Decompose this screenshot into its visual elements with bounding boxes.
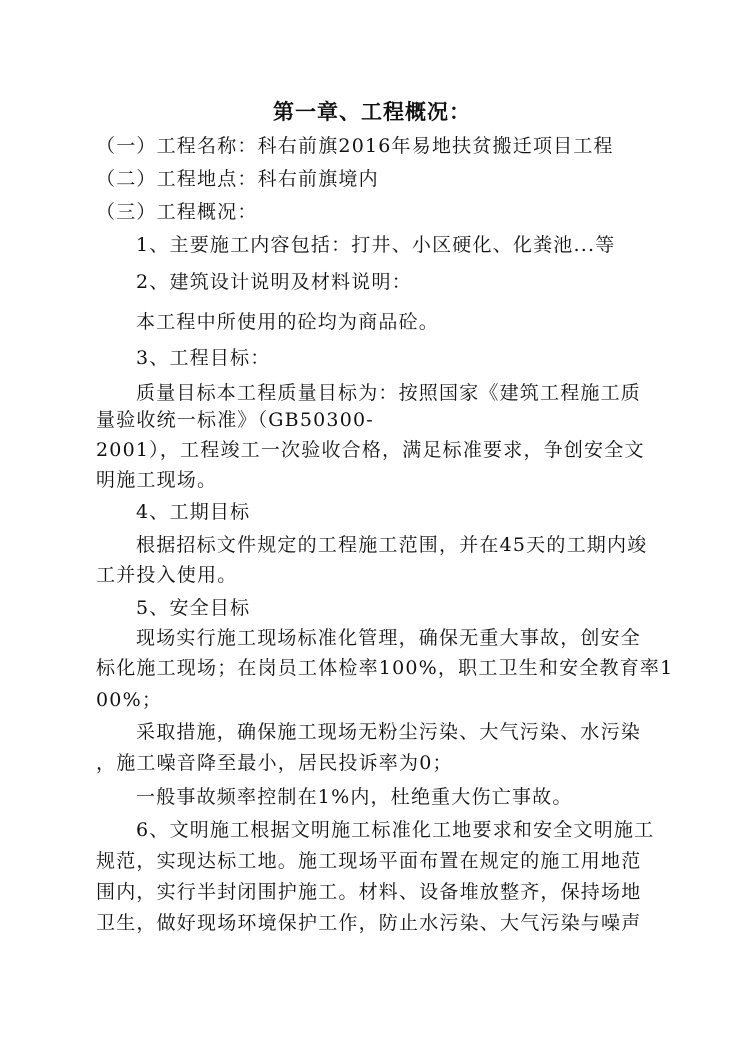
line-project-location: （二）工程地点：科右前旗境内: [96, 168, 379, 190]
line-goal-heading: 3、工程目标：: [136, 347, 271, 369]
line-quality-2: 量验收统一标准》（GB50300-: [96, 409, 374, 431]
line-main-content: 1、主要施工内容包括：打井、小区硬化、化粪池...等: [136, 234, 616, 256]
line-civil-3: 围内，实行半封闭围护施工。材料、设备堆放整齐，保持场地: [96, 881, 642, 903]
line-accident: 一般事故频率控制在1%内，杜绝重大伤亡事故。: [136, 786, 573, 808]
line-project-overview: （三）工程概况：: [96, 201, 258, 223]
line-civil-2: 规范，实现达标工地。施工现场平面布置在规定的施工用地范: [96, 850, 642, 872]
line-schedule-heading: 4、工期目标: [136, 501, 251, 523]
line-quality-3: 2001），工程竣工一次验收合格，满足标准要求，争创安全文: [96, 439, 645, 461]
line-quality-4: 明施工现场。: [96, 469, 218, 491]
line-measures-1: 采取措施，确保施工现场无粉尘污染、大气污染、水污染: [136, 721, 642, 743]
line-safety-3: 00%；: [96, 689, 163, 711]
line-measures-2: ，施工噪音降至最小，居民投诉率为0；: [96, 752, 453, 774]
line-project-name: （一）工程名称：科右前旗2016年易地扶贫搬迁项目工程: [96, 135, 614, 157]
line-civil-4: 卫生，做好现场环境保护工作，防止水污染、大气污染与噪声: [96, 912, 642, 934]
line-schedule-1: 根据招标文件规定的工程施工范围，并在45天的工期内竣: [136, 534, 648, 556]
line-quality-1: 质量目标本工程质量目标为：按照国家《建筑工程施工质: [136, 382, 642, 404]
line-schedule-2: 工并投入使用。: [96, 564, 238, 586]
chapter-title: 第一章、工程概况：: [273, 99, 471, 124]
line-civil-1: 6、文明施工根据文明施工标准化工地要求和安全文明施工: [136, 819, 655, 841]
line-safety-1: 现场实行施工现场标准化管理，确保无重大事故，创安全: [136, 627, 642, 649]
line-design-heading: 2、建筑设计说明及材料说明：: [136, 271, 412, 293]
line-safety-2: 标化施工现场；在岗员工体检率100%，职工卫生和安全教育率1: [96, 657, 674, 679]
line-safety-heading: 5、安全目标: [136, 597, 251, 619]
line-concrete: 本工程中所使用的砼均为商品砼。: [136, 311, 440, 333]
